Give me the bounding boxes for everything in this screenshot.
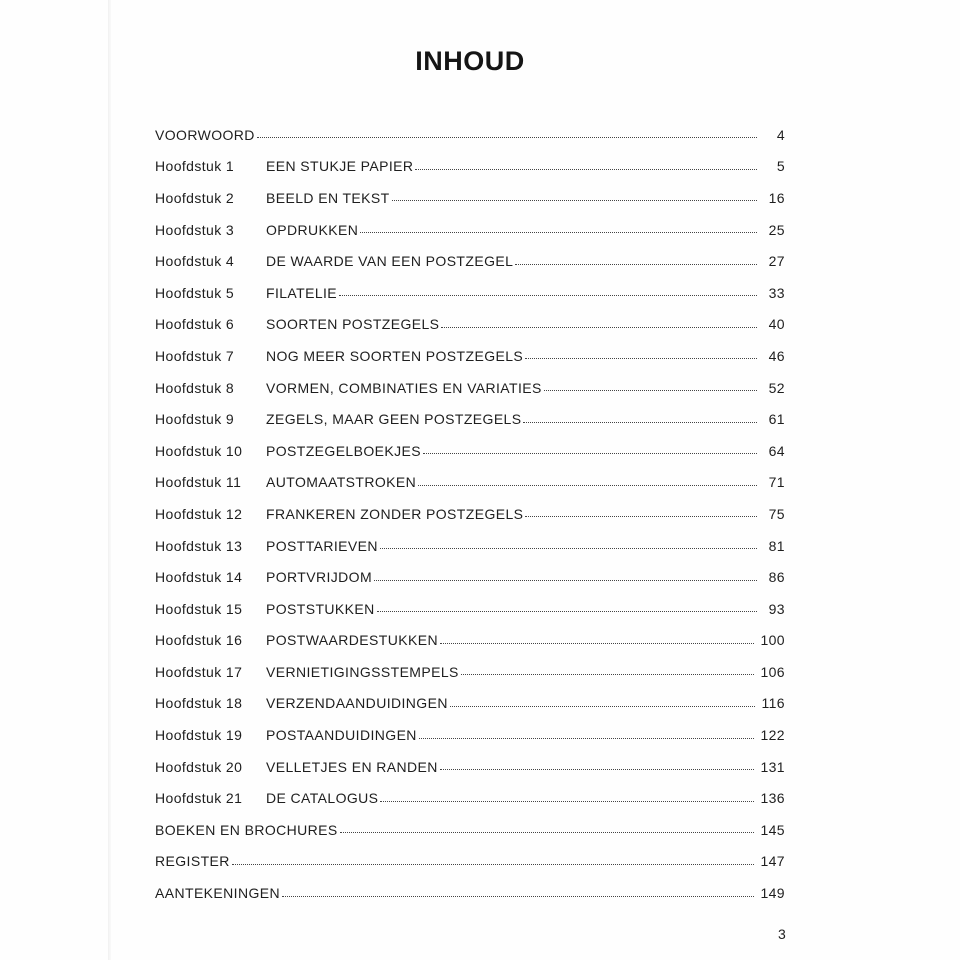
dot-leader	[360, 232, 757, 233]
dot-leader	[392, 200, 757, 201]
toc-page-number: 61	[768, 411, 785, 428]
toc-row	[155, 656, 785, 688]
toc-chapter-label: Hoofdstuk 10	[155, 442, 243, 459]
toc-row	[155, 403, 785, 435]
toc-entry-title: OPDRUKKEN	[266, 221, 359, 238]
toc-page-number: 100	[760, 632, 785, 649]
toc-page-number: 71	[768, 474, 785, 491]
toc-chapter-label: Hoofdstuk 2	[155, 189, 235, 206]
dot-leader	[544, 390, 757, 391]
toc-row	[155, 372, 785, 404]
toc-page-number: 5	[776, 158, 785, 175]
toc-chapter-label: Hoofdstuk 14	[155, 569, 243, 586]
dot-leader	[415, 169, 757, 170]
toc-page-number: 75	[768, 505, 785, 522]
dot-leader	[461, 674, 755, 675]
dot-leader	[423, 453, 757, 454]
toc-entry-title: FRANKEREN ZONDER POSTZEGELS	[266, 505, 524, 522]
toc-entry-title: NOG MEER SOORTEN POSTZEGELS	[266, 347, 524, 364]
toc-entry-title: VOORWOORD	[155, 126, 255, 143]
dot-leader	[374, 580, 757, 581]
toc-page-number: 4	[776, 126, 785, 143]
toc-entry-title: AUTOMAATSTROKEN	[266, 474, 417, 491]
toc-row	[155, 467, 785, 499]
toc-entry-title: AANTEKENINGEN	[155, 885, 280, 902]
toc-row	[155, 846, 785, 878]
toc-row	[155, 119, 785, 151]
toc-entry-title: EEN STUKJE PAPIER	[266, 158, 414, 175]
dot-leader	[380, 548, 757, 549]
toc-chapter-label: Hoofdstuk 15	[155, 600, 243, 617]
toc-chapter-label: Hoofdstuk 13	[155, 537, 243, 554]
toc-row	[155, 151, 785, 183]
dot-leader	[525, 516, 757, 517]
toc-chapter-label: Hoofdstuk 21	[155, 790, 243, 807]
toc-row	[155, 245, 785, 277]
toc-chapter-label: Hoofdstuk 19	[155, 727, 243, 744]
dot-leader	[418, 485, 757, 486]
toc-entry-title: POSTWAARDESTUKKEN	[266, 632, 438, 649]
toc-page-number: 147	[760, 853, 785, 870]
dot-leader	[282, 896, 754, 897]
dot-leader	[441, 327, 757, 328]
toc-chapter-label: Hoofdstuk 3	[155, 221, 235, 238]
toc-page-number: 16	[768, 189, 785, 206]
toc-page-number: 25	[768, 221, 785, 238]
toc-entry-title: POSTSTUKKEN	[266, 600, 375, 617]
toc-row	[155, 309, 785, 341]
page-number: 3	[778, 926, 786, 942]
toc-page-number: 136	[760, 790, 785, 807]
toc-chapter-label: Hoofdstuk 20	[155, 758, 243, 775]
toc-row	[155, 877, 785, 909]
dot-leader	[377, 611, 757, 612]
toc-page-number: 52	[768, 379, 785, 396]
toc-chapter-label: Hoofdstuk 16	[155, 632, 243, 649]
toc-entry-title: VELLETJES EN RANDEN	[266, 758, 438, 775]
toc-page-number: 149	[760, 885, 785, 902]
toc-row	[155, 214, 785, 246]
toc-entry-title: POSTTARIEVEN	[266, 537, 378, 554]
toc-page-number: 93	[768, 600, 785, 617]
page-title: INHOUD	[415, 46, 525, 76]
toc-page-number: 131	[760, 758, 785, 775]
dot-leader	[340, 832, 755, 833]
toc-row	[155, 561, 785, 593]
toc-row	[155, 182, 785, 214]
toc-chapter-label: Hoofdstuk 9	[155, 411, 235, 428]
toc-page-number: 40	[768, 316, 785, 333]
toc-page-number: 33	[768, 284, 785, 301]
dot-leader	[339, 295, 757, 296]
toc-entry-title: PORTVRIJDOM	[266, 569, 373, 586]
toc-row	[155, 340, 785, 372]
toc-chapter-label: Hoofdstuk 8	[155, 379, 235, 396]
toc-page-number: 116	[761, 695, 785, 712]
toc-entry-title: VORMEN, COMBINATIES EN VARIATIES	[266, 379, 542, 396]
toc-row	[155, 435, 785, 467]
dot-leader	[419, 738, 755, 739]
dot-leader	[380, 801, 754, 802]
dot-leader	[440, 643, 754, 644]
toc-chapter-label: Hoofdstuk 5	[155, 284, 235, 301]
dot-leader	[450, 706, 756, 707]
dot-leader	[257, 137, 757, 138]
toc-entry-title: FILATELIE	[266, 284, 338, 301]
dot-leader	[515, 264, 757, 265]
toc-entry-title: VERZENDAANDUIDINGEN	[266, 695, 448, 712]
toc-row	[155, 593, 785, 625]
toc-row	[155, 814, 785, 846]
dot-leader	[523, 422, 757, 423]
page-edge-shadow	[108, 0, 111, 960]
toc-page-number: 81	[768, 537, 785, 554]
toc-entry-title: BOEKEN EN BROCHURES	[155, 821, 338, 838]
toc-entry-title: VERNIETIGINGSSTEMPELS	[266, 663, 459, 680]
toc-row	[155, 751, 785, 783]
toc-entry-title: SOORTEN POSTZEGELS	[266, 316, 440, 333]
toc-row	[155, 688, 785, 720]
toc-page-number: 106	[760, 663, 785, 680]
toc-row	[155, 625, 785, 657]
toc-chapter-label: Hoofdstuk 4	[155, 253, 235, 270]
toc-page-number: 122	[760, 727, 785, 744]
toc-entry-title: DE WAARDE VAN EEN POSTZEGEL	[266, 253, 514, 270]
toc-page-number: 46	[768, 347, 785, 364]
toc-page-number: 27	[768, 253, 785, 270]
toc-page-number: 64	[768, 442, 785, 459]
dot-leader	[232, 864, 755, 865]
toc-chapter-label: Hoofdstuk 6	[155, 316, 235, 333]
toc-chapter-label: Hoofdstuk 1	[155, 158, 235, 175]
toc-entry-title: POSTAANDUIDINGEN	[266, 727, 417, 744]
toc-entry-title: DE CATALOGUS	[266, 790, 379, 807]
toc-chapter-label: Hoofdstuk 7	[155, 347, 235, 364]
toc-chapter-label: Hoofdstuk 11	[155, 474, 242, 491]
table-of-contents	[155, 119, 785, 909]
dot-leader	[525, 358, 757, 359]
toc-row	[155, 498, 785, 530]
toc-chapter-label: Hoofdstuk 18	[155, 695, 243, 712]
dot-leader	[440, 769, 755, 770]
toc-row	[155, 277, 785, 309]
toc-chapter-label: Hoofdstuk 17	[155, 663, 243, 680]
toc-entry-title: BEELD EN TEKST	[266, 189, 390, 206]
toc-page-number: 145	[760, 821, 785, 838]
toc-chapter-label: Hoofdstuk 12	[155, 505, 243, 522]
toc-entry-title: REGISTER	[155, 853, 230, 870]
toc-row	[155, 719, 785, 751]
toc-row	[155, 782, 785, 814]
toc-row	[155, 530, 785, 562]
toc-page-number: 86	[768, 569, 785, 586]
toc-entry-title: POSTZEGELBOEKJES	[266, 442, 421, 459]
toc-entry-title: ZEGELS, MAAR GEEN POSTZEGELS	[266, 411, 522, 428]
